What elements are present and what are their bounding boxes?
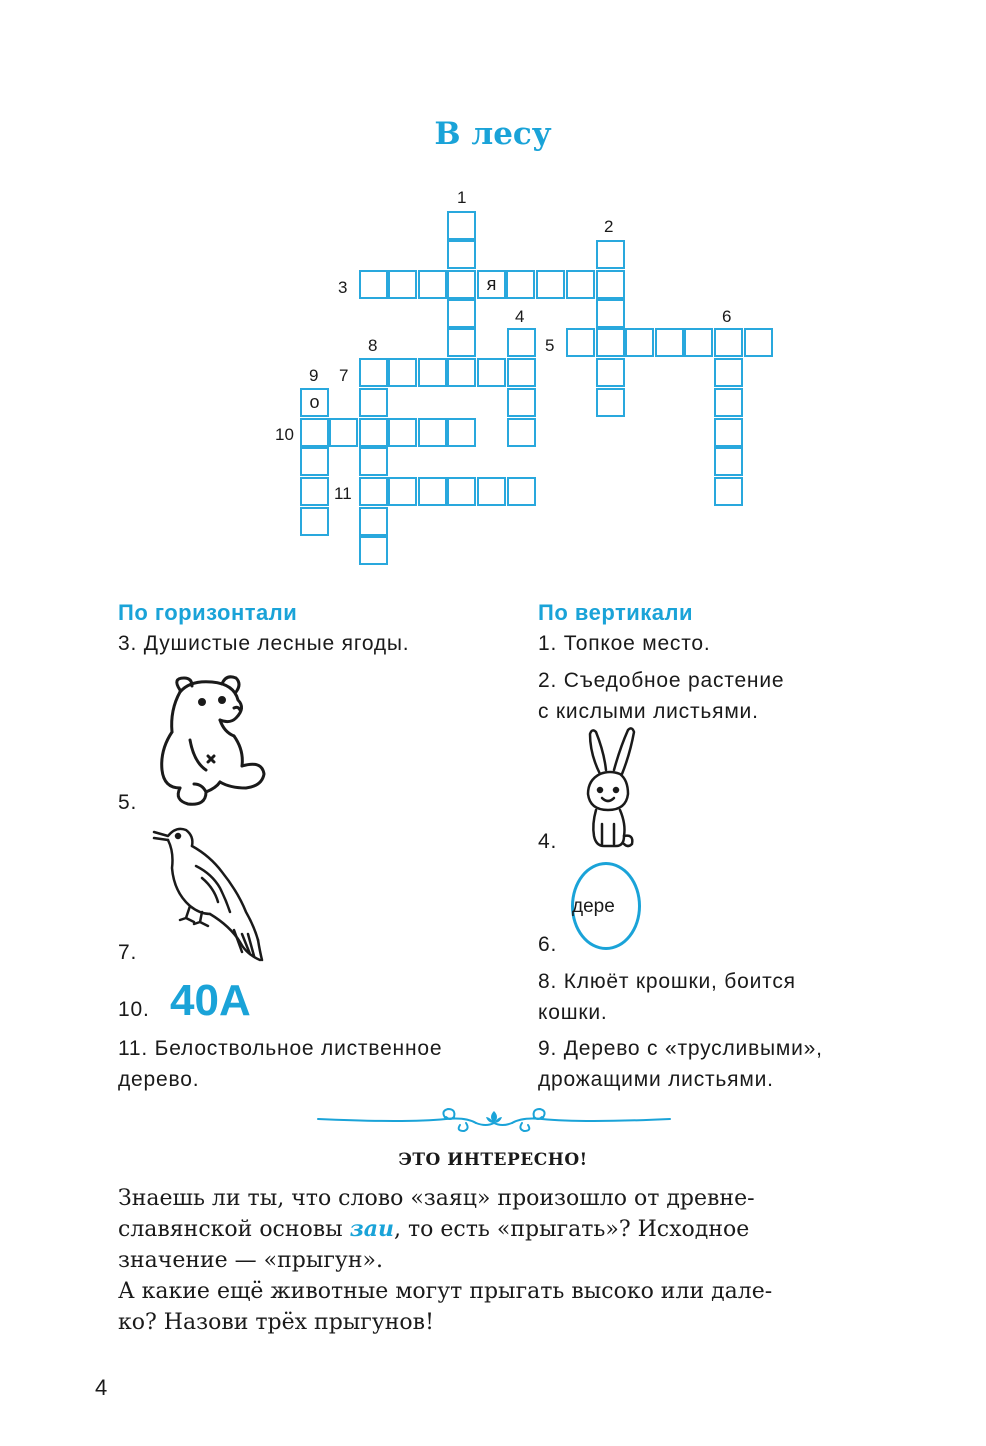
crossword-cell[interactable] [566,328,595,357]
crossword-cell[interactable] [714,418,743,447]
clue-11-line1: 11. Белоствольное лиственное [118,1037,443,1060]
crossword-cell[interactable] [507,388,536,417]
crossword-cell[interactable] [596,240,625,269]
code-10: 40А [170,976,251,1025]
crossword-cell[interactable] [359,507,388,536]
crossword-cell[interactable] [359,270,388,299]
label-10: 10. [118,998,150,1021]
crossword-cell[interactable]: я [477,270,506,299]
crossword-cell[interactable] [566,270,595,299]
interesting-line2 [118,1214,749,1245]
interesting-line1: Знаешь ли ты, что слово «заяц» произошло от древне- [118,1186,755,1211]
crossword-cell[interactable] [359,358,388,387]
clue-2-line2: с кислыми листьями. [538,700,759,723]
line2-pre: славянской основы [118,1217,350,1242]
crossword-cell[interactable] [684,328,713,357]
clue-8-line2: кошки. [538,1001,608,1024]
crossword-cell[interactable] [625,328,654,357]
highlight-word: заи [349,1216,394,1242]
crossword-cell[interactable] [300,447,329,476]
crossword-cell[interactable] [418,270,447,299]
crossword-cell[interactable] [447,328,476,357]
crossword-cell[interactable] [596,388,625,417]
crossword-cell[interactable] [714,358,743,387]
crossword-cell[interactable] [329,418,358,447]
crossword-cell[interactable] [359,418,388,447]
clue-number: 2 [604,217,614,236]
crossword-cell[interactable] [359,536,388,565]
crossword-cell[interactable] [447,240,476,269]
crossword-cell[interactable] [477,358,506,387]
crossword-grid [0,0,986,600]
clue-9-line2: дрожащими листьями. [538,1068,774,1091]
crossword-cell[interactable] [536,270,565,299]
crossword-cell[interactable] [596,270,625,299]
clue-number: 4 [515,307,525,326]
crossword-cell[interactable] [359,388,388,417]
vertical-heading: По вертикали [538,600,694,625]
crossword-cell[interactable] [506,270,535,299]
interesting-line5: ко? Назови трёх прыгунов! [118,1310,434,1335]
crossword-cell[interactable] [714,447,743,476]
crossword-cell[interactable] [507,328,536,357]
page-title: В лесу [434,116,552,152]
crossword-cell[interactable] [447,477,476,506]
crossword-cell[interactable] [447,418,476,447]
crossword-cell[interactable] [300,507,329,536]
interesting-line4: А какие ещё животные могут прыгать высоко или дале- [118,1279,773,1304]
crossword-cell[interactable] [300,477,329,506]
crossword-cell[interactable] [655,328,684,357]
crossword-cell[interactable] [507,358,536,387]
clue-9-line1: 9. Дерево с «трусливыми», [538,1037,823,1060]
clue-number: 11 [334,484,352,503]
clue-11-line2: дерево. [118,1068,200,1091]
crossword-cell[interactable] [714,328,743,357]
crossword-cell[interactable] [388,418,417,447]
line2-post: , то есть «прыгать»? Исходное [393,1217,750,1242]
crossword-cell[interactable] [388,358,417,387]
crossword-cell[interactable] [418,418,447,447]
clue-number: 8 [368,336,378,355]
crossword-cell[interactable] [596,328,625,357]
clue-number: 1 [457,188,467,207]
crossword-cell[interactable] [447,211,476,240]
crossword-cell[interactable]: о [300,388,329,417]
crossword-cell[interactable] [359,477,388,506]
label-5: 5. [118,791,138,814]
bear-icon [150,670,270,810]
crossword-cell[interactable] [714,388,743,417]
clue-number: 3 [338,278,348,297]
clue-number: 6 [722,307,732,326]
crossword-cell[interactable] [596,299,625,328]
crow-icon [150,822,270,962]
crossword-cell[interactable] [447,299,476,328]
label-4: 4. [538,830,558,853]
crossword-cell[interactable] [447,358,476,387]
clue-1: 1. Топкое место. [538,632,711,655]
crossword-cell[interactable] [596,358,625,387]
crossword-cell[interactable] [714,477,743,506]
interesting-heading: ЭТО ИНТЕРЕСНО! [398,1150,588,1170]
label-7: 7. [118,941,138,964]
clue-number: 7 [339,366,349,385]
crossword-cell[interactable] [359,447,388,476]
crossword-cell[interactable] [447,270,476,299]
crossword-cell[interactable] [744,328,773,357]
clue-number: 9 [309,366,319,385]
label-6: 6. [538,933,558,956]
crossword-cell[interactable] [388,270,417,299]
clue-8-line1: 8. Клюёт крошки, боится [538,970,796,993]
crossword-cell[interactable] [388,477,417,506]
crossword-cell[interactable] [418,477,447,506]
clue-number: 5 [545,336,555,355]
hare-icon [580,724,640,852]
crossword-cell[interactable] [477,477,506,506]
interesting-line3: значение — «прыгун». [118,1248,383,1273]
horizontal-heading: По горизонтали [118,600,298,625]
crossword-cell[interactable] [300,418,329,447]
crossword-cell[interactable] [507,477,536,506]
clue-3: 3. Душистые лесные ягоды. [118,632,410,655]
clue-number: 10 [275,425,294,444]
oval-text: дере [572,896,615,917]
page-number: 4 [95,1375,108,1400]
ornament-icon [316,1105,672,1135]
clue-2-line1: 2. Съедобное растение [538,669,785,692]
crossword-cell[interactable] [507,418,536,447]
crossword-cell[interactable] [418,358,447,387]
